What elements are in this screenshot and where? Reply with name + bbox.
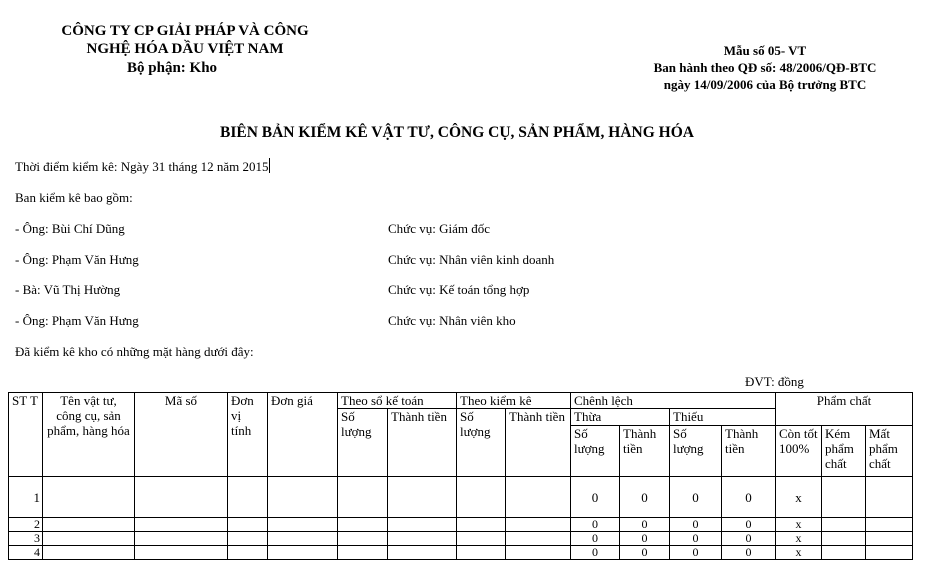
header-price: Đơn giá (268, 393, 338, 477)
form-date: ngày 14/09/2006 của Bộ trưởng BTC (663, 77, 867, 92)
cell-shortage-amt[interactable]: 0 (722, 546, 776, 560)
cell-surplus-amt[interactable]: 0 (620, 518, 670, 532)
cell-unit[interactable] (228, 518, 268, 532)
cell-count-amt[interactable] (506, 518, 571, 532)
document-title: BIÊN BẢN KIỂM KÊ VẬT TƯ, CÔNG CỤ, SẢN PHẨM, HÀNG HÓA (220, 124, 694, 141)
company-name-line1: CÔNG TY CP GIẢI PHÁP VÀ CÔNG (61, 23, 309, 39)
member-position: Chức vụ: Giám đốc (388, 221, 491, 236)
cell-price[interactable] (268, 532, 338, 546)
cell-surplus-amt[interactable]: 0 (620, 546, 670, 560)
cell-lost[interactable] (866, 546, 913, 560)
cell-poor[interactable] (822, 477, 866, 518)
text-cursor (269, 158, 270, 173)
department: Bộ phận: Kho (127, 60, 218, 76)
header-shortage-amt: Thành tiền (722, 426, 776, 477)
cell-book-qty[interactable] (338, 546, 388, 560)
cell-shortage-qty[interactable]: 0 (670, 532, 722, 546)
cell-surplus-qty[interactable]: 0 (571, 477, 620, 518)
committee-intro: Ban kiểm kê bao gồm: (15, 190, 133, 205)
cell-count-qty[interactable] (457, 477, 506, 518)
cell-shortage-amt[interactable]: 0 (722, 518, 776, 532)
company-name-line2: NGHỆ HÓA DẦU VIỆT NAM (86, 41, 284, 57)
header-poor: Kém phẩm chất (822, 426, 866, 477)
inventory-time-line[interactable] (15, 158, 270, 175)
inventory-table (8, 392, 913, 560)
header-count-qty: Số lượng (457, 409, 506, 477)
cell-book-qty[interactable] (338, 532, 388, 546)
cell-surplus-amt[interactable]: 0 (620, 532, 670, 546)
cell-stt[interactable]: 4 (9, 546, 43, 560)
cell-unit[interactable] (228, 546, 268, 560)
cell-name[interactable] (43, 518, 135, 532)
header-lost: Mất phẩm chất (866, 426, 913, 477)
cell-price[interactable] (268, 477, 338, 518)
header-by-count: Theo kiểm kê (457, 393, 571, 409)
cell-code[interactable] (135, 477, 228, 518)
inventory-time: Thời điểm kiểm kê: Ngày 31 tháng 12 năm 2015 (15, 159, 269, 174)
header-name: Tên vật tư, công cụ, sản phẩm, hàng hóa (43, 393, 135, 477)
cell-surplus-amt[interactable]: 0 (620, 477, 670, 518)
table-row (9, 546, 913, 560)
cell-book-qty[interactable] (338, 477, 388, 518)
cell-shortage-qty[interactable]: 0 (670, 546, 722, 560)
header-book-qty: Số lượng (338, 409, 388, 477)
cell-price[interactable] (268, 546, 338, 560)
header-stt: ST T (9, 393, 43, 477)
member-name: - Ông: Phạm Văn Hưng (15, 252, 139, 267)
cell-count-qty[interactable] (457, 518, 506, 532)
header-shortage-qty: Số lượng (670, 426, 722, 477)
cell-lost[interactable] (866, 532, 913, 546)
cell-shortage-amt[interactable]: 0 (722, 477, 776, 518)
cell-book-qty[interactable] (338, 518, 388, 532)
cell-code[interactable] (135, 532, 228, 546)
header-count-amt: Thành tiền (506, 409, 571, 477)
table-row (9, 532, 913, 546)
form-decision: Ban hành theo QĐ số: 48/2006/QĐ-BTC (653, 60, 877, 75)
cell-poor[interactable] (822, 532, 866, 546)
cell-shortage-qty[interactable]: 0 (670, 477, 722, 518)
cell-surplus-qty[interactable]: 0 (571, 518, 620, 532)
cell-stt[interactable]: 3 (9, 532, 43, 546)
header-unit: Đơn vị tính (228, 393, 268, 477)
cell-shortage-qty[interactable]: 0 (670, 518, 722, 532)
header-good: Còn tốt 100% (776, 426, 822, 477)
cell-count-amt[interactable] (506, 546, 571, 560)
header-row (9, 393, 913, 409)
cell-price[interactable] (268, 518, 338, 532)
member-name: - Ông: Bùi Chí Dũng (15, 221, 125, 236)
cell-shortage-amt[interactable]: 0 (722, 532, 776, 546)
cell-unit[interactable] (228, 477, 268, 518)
header-surplus-qty: Số lượng (571, 426, 620, 477)
member-position: Chức vụ: Kế toán tổng hợp (388, 282, 530, 297)
table-row (9, 518, 913, 532)
cell-stt[interactable]: 2 (9, 518, 43, 532)
header-code: Mã số (135, 393, 228, 477)
cell-count-amt[interactable] (506, 477, 571, 518)
cell-book-amt[interactable] (388, 477, 457, 518)
header-by-books: Theo sổ kế toán (338, 393, 457, 409)
form-number: Mẫu số 05- VT (723, 43, 807, 58)
member-name: - Bà: Vũ Thị Hường (15, 282, 121, 297)
cell-code[interactable] (135, 518, 228, 532)
cell-lost[interactable] (866, 518, 913, 532)
cell-count-qty[interactable] (457, 532, 506, 546)
header-shortage: Thiếu (670, 409, 776, 426)
cell-poor[interactable] (822, 518, 866, 532)
cell-count-qty[interactable] (457, 546, 506, 560)
cell-code[interactable] (135, 546, 228, 560)
cell-good[interactable]: x (776, 546, 822, 560)
cell-surplus-qty[interactable]: 0 (571, 546, 620, 560)
cell-lost[interactable] (866, 477, 913, 518)
header-quality: Phẩm chất (776, 393, 913, 426)
header-surplus: Thừa (571, 409, 670, 426)
member-position: Chức vụ: Nhân viên kinh doanh (388, 252, 555, 267)
company-name (40, 22, 330, 58)
cell-name[interactable] (43, 532, 135, 546)
form-info (620, 42, 910, 93)
table-row (9, 477, 913, 518)
unit-note: ĐVT: đồng (745, 374, 804, 389)
cell-good[interactable]: x (776, 518, 822, 532)
cell-book-amt[interactable] (388, 518, 457, 532)
header-difference: Chênh lệch (571, 393, 776, 409)
cell-unit[interactable] (228, 532, 268, 546)
header-surplus-amt: Thành tiền (620, 426, 670, 477)
cell-count-amt[interactable] (506, 532, 571, 546)
cell-name[interactable] (43, 477, 135, 518)
cell-stt[interactable]: 1 (9, 477, 43, 518)
cell-surplus-qty[interactable]: 0 (571, 532, 620, 546)
items-intro: Đã kiểm kê kho có những mặt hàng dưới đây: (15, 344, 254, 359)
member-position: Chức vụ: Nhân viên kho (388, 313, 516, 328)
cell-name[interactable] (43, 546, 135, 560)
cell-good[interactable]: x (776, 532, 822, 546)
cell-book-amt[interactable] (388, 546, 457, 560)
cell-good[interactable]: x (776, 477, 822, 518)
cell-poor[interactable] (822, 546, 866, 560)
cell-book-amt[interactable] (388, 532, 457, 546)
member-name: - Ông: Phạm Văn Hưng (15, 313, 139, 328)
header-book-amt: Thành tiền (388, 409, 457, 477)
